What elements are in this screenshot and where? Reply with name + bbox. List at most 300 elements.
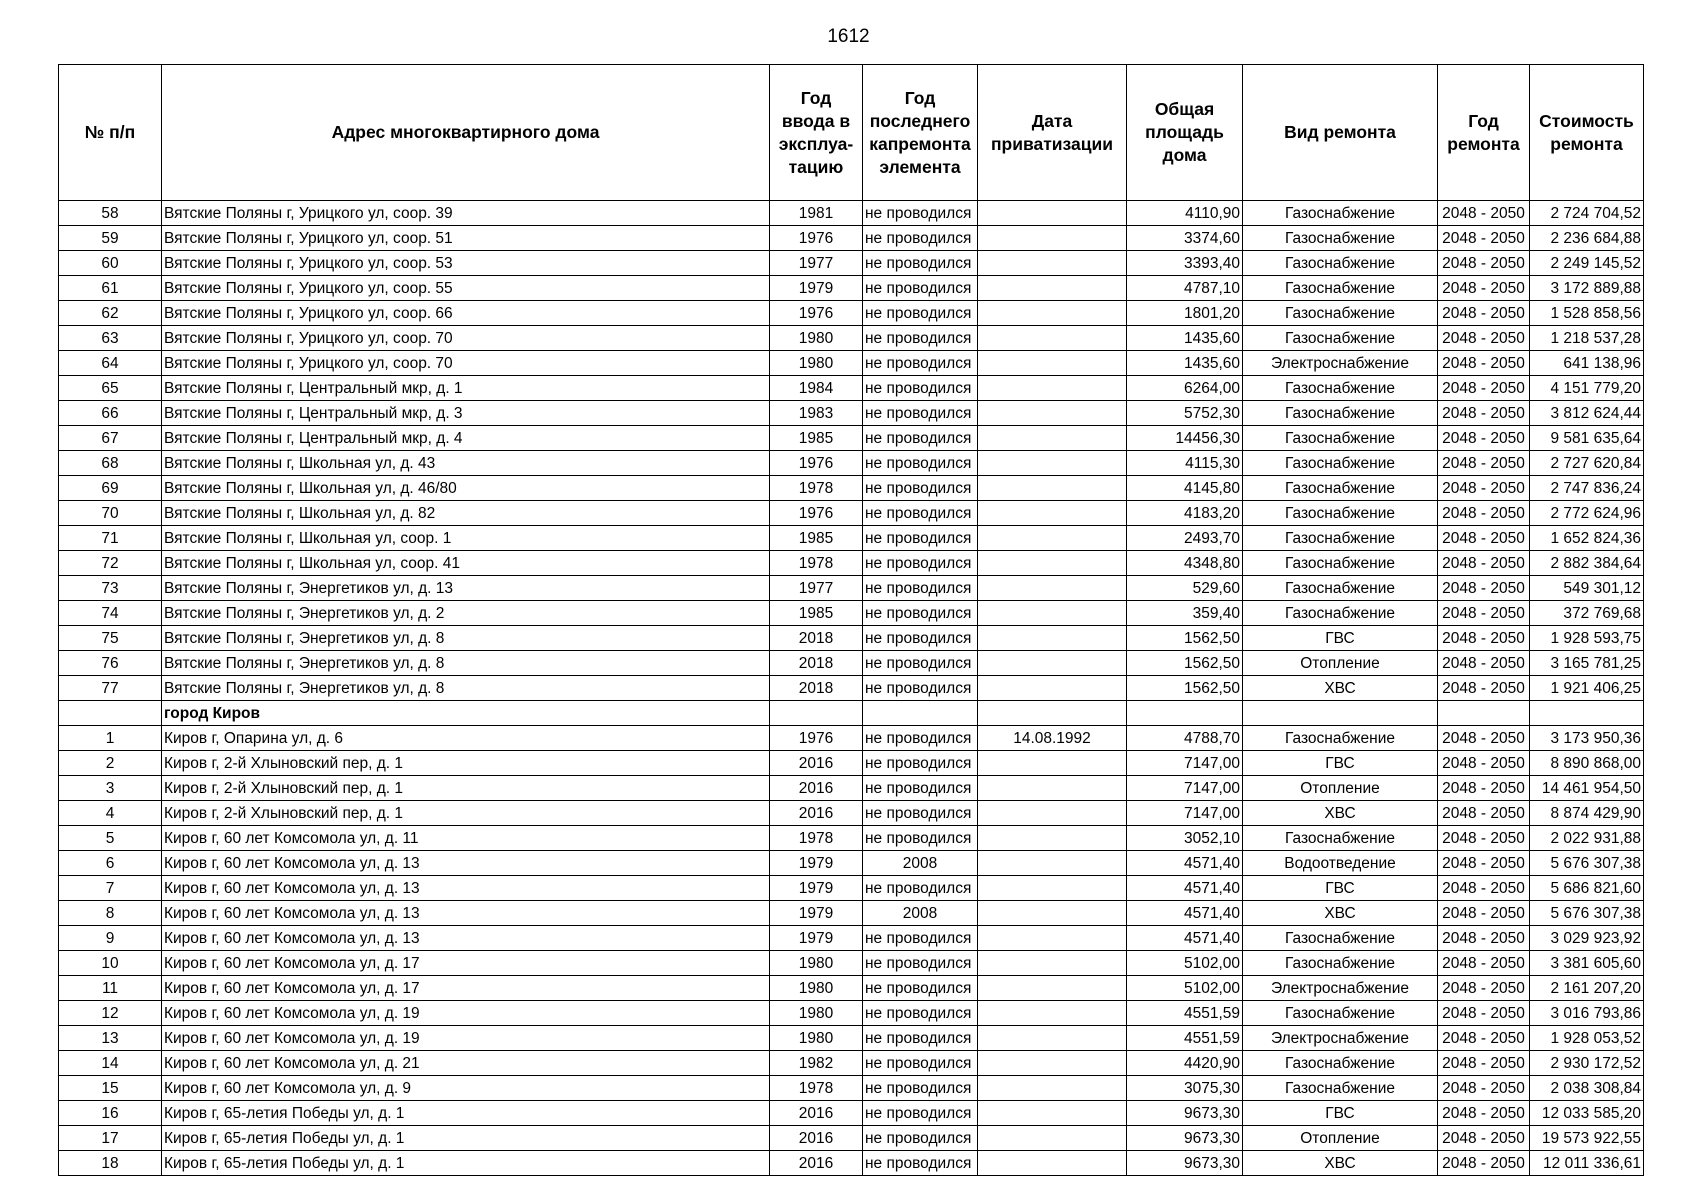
privatization-date	[978, 851, 1127, 876]
repair-cost: 9 581 635,64	[1530, 426, 1644, 451]
repair-type: Газоснабжение	[1243, 501, 1438, 526]
house-address: Киров г, 2-й Хлыновский пер, д. 1	[162, 801, 770, 826]
repair-cost: 3 812 624,44	[1530, 401, 1644, 426]
last-repair-year: не проводился	[863, 676, 978, 701]
last-repair-year: не проводился	[863, 201, 978, 226]
repair-type: Газоснабжение	[1243, 826, 1438, 851]
total-area: 3393,40	[1127, 251, 1243, 276]
row-number: 15	[59, 1076, 162, 1101]
section-empty-cell	[59, 701, 162, 726]
commission-year: 2018	[770, 676, 863, 701]
privatization-date	[978, 876, 1127, 901]
commission-year: 1976	[770, 226, 863, 251]
total-area: 4348,80	[1127, 551, 1243, 576]
table-row	[59, 976, 1644, 1001]
section-empty-cell	[1530, 701, 1644, 726]
repair-period: 2048 - 2050	[1438, 301, 1530, 326]
total-area: 1562,50	[1127, 626, 1243, 651]
commission-year: 2018	[770, 626, 863, 651]
repair-cost: 549 301,12	[1530, 576, 1644, 601]
commission-year: 1979	[770, 276, 863, 301]
row-number: 16	[59, 1101, 162, 1126]
repair-period: 2048 - 2050	[1438, 876, 1530, 901]
repair-cost: 641 138,96	[1530, 351, 1644, 376]
commission-year: 1976	[770, 451, 863, 476]
last-repair-year: не проводился	[863, 1026, 978, 1051]
table-row	[59, 401, 1644, 426]
table-row	[59, 426, 1644, 451]
total-area: 6264,00	[1127, 376, 1243, 401]
total-area: 9673,30	[1127, 1126, 1243, 1151]
privatization-date	[978, 601, 1127, 626]
repair-type: Отопление	[1243, 651, 1438, 676]
row-number: 76	[59, 651, 162, 676]
table-row	[59, 1101, 1644, 1126]
table-row	[59, 1026, 1644, 1051]
last-repair-year: не проводился	[863, 1076, 978, 1101]
repair-cost: 2 236 684,88	[1530, 226, 1644, 251]
header-last-repair: Год последнего капремонта элемента	[863, 65, 978, 201]
repair-cost: 1 218 537,28	[1530, 326, 1644, 351]
commission-year: 1982	[770, 1051, 863, 1076]
section-empty-cell	[1127, 701, 1243, 726]
last-repair-year: не проводился	[863, 1126, 978, 1151]
repair-type: Газоснабжение	[1243, 1051, 1438, 1076]
house-address: Вятские Поляны г, Центральный мкр, д. 1	[162, 376, 770, 401]
repair-type: Газоснабжение	[1243, 1001, 1438, 1026]
repair-period: 2048 - 2050	[1438, 1051, 1530, 1076]
privatization-date	[978, 526, 1127, 551]
repair-period: 2048 - 2050	[1438, 376, 1530, 401]
repair-period: 2048 - 2050	[1438, 351, 1530, 376]
table-row	[59, 801, 1644, 826]
table-header-row	[59, 65, 1644, 201]
repair-period: 2048 - 2050	[1438, 551, 1530, 576]
house-address: Киров г, 2-й Хлыновский пер, д. 1	[162, 751, 770, 776]
privatization-date	[978, 301, 1127, 326]
table-row	[59, 526, 1644, 551]
repair-cost: 8 874 429,90	[1530, 801, 1644, 826]
table-row	[59, 851, 1644, 876]
last-repair-year: не проводился	[863, 401, 978, 426]
commission-year: 1980	[770, 1001, 863, 1026]
privatization-date	[978, 426, 1127, 451]
repair-type: Газоснабжение	[1243, 451, 1438, 476]
commission-year: 1978	[770, 476, 863, 501]
commission-year: 2016	[770, 1126, 863, 1151]
repair-cost: 12 011 336,61	[1530, 1151, 1644, 1176]
house-address: Киров г, 60 лет Комсомола ул, д. 9	[162, 1076, 770, 1101]
total-area: 1435,60	[1127, 351, 1243, 376]
repair-period: 2048 - 2050	[1438, 726, 1530, 751]
total-area: 1435,60	[1127, 326, 1243, 351]
house-address: Вятские Поляны г, Урицкого ул, соор. 39	[162, 201, 770, 226]
last-repair-year: не проводился	[863, 326, 978, 351]
privatization-date	[978, 351, 1127, 376]
privatization-date	[978, 201, 1127, 226]
row-number: 12	[59, 1001, 162, 1026]
last-repair-year: 2008	[863, 901, 978, 926]
privatization-date	[978, 551, 1127, 576]
table-row	[59, 251, 1644, 276]
row-number: 63	[59, 326, 162, 351]
commission-year: 1977	[770, 251, 863, 276]
section-empty-cell	[770, 701, 863, 726]
table-row	[59, 351, 1644, 376]
repair-cost: 2 882 384,64	[1530, 551, 1644, 576]
table-row	[59, 226, 1644, 251]
total-area: 4571,40	[1127, 851, 1243, 876]
header-repair-period: Год ремонта	[1438, 65, 1530, 201]
section-empty-cell	[978, 701, 1127, 726]
privatization-date: 14.08.1992	[978, 726, 1127, 751]
house-address: Вятские Поляны г, Энергетиков ул, д. 8	[162, 676, 770, 701]
last-repair-year: не проводился	[863, 601, 978, 626]
repair-cost: 3 173 950,36	[1530, 726, 1644, 751]
row-number: 14	[59, 1051, 162, 1076]
table-row	[59, 751, 1644, 776]
repair-type: Электроснабжение	[1243, 1026, 1438, 1051]
house-address: Вятские Поляны г, Центральный мкр, д. 4	[162, 426, 770, 451]
row-number: 75	[59, 626, 162, 651]
section-empty-cell	[1438, 701, 1530, 726]
repair-cost: 1 921 406,25	[1530, 676, 1644, 701]
row-number: 58	[59, 201, 162, 226]
repair-period: 2048 - 2050	[1438, 1076, 1530, 1101]
repair-cost: 3 381 605,60	[1530, 951, 1644, 976]
total-area: 5752,30	[1127, 401, 1243, 426]
row-number: 67	[59, 426, 162, 451]
repair-cost: 1 652 824,36	[1530, 526, 1644, 551]
total-area: 4183,20	[1127, 501, 1243, 526]
privatization-date	[978, 951, 1127, 976]
repair-cost: 2 161 207,20	[1530, 976, 1644, 1001]
repair-period: 2048 - 2050	[1438, 201, 1530, 226]
repair-period: 2048 - 2050	[1438, 826, 1530, 851]
repair-period: 2048 - 2050	[1438, 451, 1530, 476]
repair-period: 2048 - 2050	[1438, 401, 1530, 426]
privatization-date	[978, 776, 1127, 801]
commission-year: 1977	[770, 576, 863, 601]
header-address: Адрес многоквартирного дома	[162, 65, 770, 201]
repair-type: Газоснабжение	[1243, 926, 1438, 951]
privatization-date	[978, 901, 1127, 926]
commission-year: 1981	[770, 201, 863, 226]
total-area: 4571,40	[1127, 901, 1243, 926]
repair-type: Электроснабжение	[1243, 976, 1438, 1001]
repair-period: 2048 - 2050	[1438, 601, 1530, 626]
last-repair-year: не проводился	[863, 651, 978, 676]
commission-year: 1979	[770, 876, 863, 901]
commission-year: 1978	[770, 1076, 863, 1101]
house-address: Вятские Поляны г, Энергетиков ул, д. 13	[162, 576, 770, 601]
table-row	[59, 626, 1644, 651]
house-address: Вятские Поляны г, Урицкого ул, соор. 51	[162, 226, 770, 251]
header-total-area: Общая площадь дома	[1127, 65, 1243, 201]
repair-type: Газоснабжение	[1243, 276, 1438, 301]
commission-year: 2018	[770, 651, 863, 676]
total-area: 9673,30	[1127, 1151, 1243, 1176]
commission-year: 1985	[770, 526, 863, 551]
repair-period: 2048 - 2050	[1438, 951, 1530, 976]
privatization-date	[978, 501, 1127, 526]
last-repair-year: не проводился	[863, 376, 978, 401]
row-number: 59	[59, 226, 162, 251]
privatization-date	[978, 376, 1127, 401]
house-address: Киров г, 60 лет Комсомола ул, д. 21	[162, 1051, 770, 1076]
repair-period: 2048 - 2050	[1438, 276, 1530, 301]
repair-type: ХВС	[1243, 901, 1438, 926]
last-repair-year: не проводился	[863, 826, 978, 851]
repair-type: Газоснабжение	[1243, 576, 1438, 601]
repair-type: Газоснабжение	[1243, 951, 1438, 976]
repair-cost: 2 727 620,84	[1530, 451, 1644, 476]
row-number: 10	[59, 951, 162, 976]
commission-year: 1976	[770, 501, 863, 526]
privatization-date	[978, 651, 1127, 676]
house-address: Киров г, Опарина ул, д. 6	[162, 726, 770, 751]
table-row	[59, 1076, 1644, 1101]
row-number: 1	[59, 726, 162, 751]
table-row	[59, 501, 1644, 526]
repair-period: 2048 - 2050	[1438, 1026, 1530, 1051]
last-repair-year: не проводился	[863, 476, 978, 501]
repair-type: Газоснабжение	[1243, 426, 1438, 451]
repair-type: Газоснабжение	[1243, 301, 1438, 326]
repair-period: 2048 - 2050	[1438, 226, 1530, 251]
last-repair-year: не проводился	[863, 451, 978, 476]
last-repair-year: не проводился	[863, 626, 978, 651]
commission-year: 1979	[770, 901, 863, 926]
last-repair-year: не проводился	[863, 751, 978, 776]
row-number: 5	[59, 826, 162, 851]
row-number: 64	[59, 351, 162, 376]
privatization-date	[978, 226, 1127, 251]
house-address: Киров г, 65-летия Победы ул, д. 1	[162, 1151, 770, 1176]
repair-type: Газоснабжение	[1243, 1076, 1438, 1101]
repair-type: Отопление	[1243, 1126, 1438, 1151]
row-number: 66	[59, 401, 162, 426]
privatization-date	[978, 251, 1127, 276]
repair-cost: 3 029 923,92	[1530, 926, 1644, 951]
house-address: Вятские Поляны г, Урицкого ул, соор. 55	[162, 276, 770, 301]
table-row	[59, 1126, 1644, 1151]
repair-type: Газоснабжение	[1243, 551, 1438, 576]
repair-period: 2048 - 2050	[1438, 1101, 1530, 1126]
repair-type: ГВС	[1243, 751, 1438, 776]
house-address: Вятские Поляны г, Школьная ул, соор. 1	[162, 526, 770, 551]
repair-type: Газоснабжение	[1243, 601, 1438, 626]
repair-period: 2048 - 2050	[1438, 501, 1530, 526]
commission-year: 2016	[770, 801, 863, 826]
house-address: Киров г, 60 лет Комсомола ул, д. 13	[162, 876, 770, 901]
total-area: 529,60	[1127, 576, 1243, 601]
total-area: 4145,80	[1127, 476, 1243, 501]
repair-cost: 372 769,68	[1530, 601, 1644, 626]
privatization-date	[978, 326, 1127, 351]
commission-year: 1980	[770, 976, 863, 1001]
last-repair-year: не проводился	[863, 1051, 978, 1076]
repair-type: ГВС	[1243, 876, 1438, 901]
total-area: 14456,30	[1127, 426, 1243, 451]
repair-type: ГВС	[1243, 1101, 1438, 1126]
repair-cost: 1 928 053,52	[1530, 1026, 1644, 1051]
commission-year: 1985	[770, 426, 863, 451]
house-address: Вятские Поляны г, Школьная ул, д. 82	[162, 501, 770, 526]
last-repair-year: не проводился	[863, 776, 978, 801]
last-repair-year: 2008	[863, 851, 978, 876]
row-number: 73	[59, 576, 162, 601]
row-number: 68	[59, 451, 162, 476]
last-repair-year: не проводился	[863, 876, 978, 901]
house-address: Вятские Поляны г, Урицкого ул, соор. 53	[162, 251, 770, 276]
row-number: 3	[59, 776, 162, 801]
last-repair-year: не проводился	[863, 251, 978, 276]
total-area: 5102,00	[1127, 976, 1243, 1001]
repair-cost: 1 928 593,75	[1530, 626, 1644, 651]
last-repair-year: не проводился	[863, 551, 978, 576]
table-row	[59, 551, 1644, 576]
section-empty-cell	[863, 701, 978, 726]
privatization-date	[978, 751, 1127, 776]
table-body	[59, 201, 1644, 1176]
repair-period: 2048 - 2050	[1438, 676, 1530, 701]
privatization-date	[978, 926, 1127, 951]
last-repair-year: не проводился	[863, 301, 978, 326]
repair-period: 2048 - 2050	[1438, 476, 1530, 501]
privatization-date	[978, 676, 1127, 701]
house-address: Киров г, 60 лет Комсомола ул, д. 17	[162, 951, 770, 976]
repair-cost: 3 172 889,88	[1530, 276, 1644, 301]
row-number: 11	[59, 976, 162, 1001]
house-address: Вятские Поляны г, Урицкого ул, соор. 66	[162, 301, 770, 326]
repair-type: ХВС	[1243, 1151, 1438, 1176]
repair-period: 2048 - 2050	[1438, 751, 1530, 776]
last-repair-year: не проводился	[863, 1101, 978, 1126]
last-repair-year: не проводился	[863, 1001, 978, 1026]
row-number: 70	[59, 501, 162, 526]
repair-cost: 2 772 624,96	[1530, 501, 1644, 526]
repair-cost: 2 747 836,24	[1530, 476, 1644, 501]
house-address: Вятские Поляны г, Энергетиков ул, д. 2	[162, 601, 770, 626]
repair-type: Газоснабжение	[1243, 476, 1438, 501]
total-area: 4110,90	[1127, 201, 1243, 226]
house-address: Киров г, 60 лет Комсомола ул, д. 11	[162, 826, 770, 851]
house-address: Вятские Поляны г, Урицкого ул, соор. 70	[162, 326, 770, 351]
section-title: город Киров	[162, 701, 770, 726]
commission-year: 1976	[770, 301, 863, 326]
commission-year: 1978	[770, 826, 863, 851]
repair-period: 2048 - 2050	[1438, 901, 1530, 926]
repair-cost: 1 528 858,56	[1530, 301, 1644, 326]
repair-cost: 3 165 781,25	[1530, 651, 1644, 676]
total-area: 4788,70	[1127, 726, 1243, 751]
table-row	[59, 476, 1644, 501]
commission-year: 1985	[770, 601, 863, 626]
repair-type: Газоснабжение	[1243, 326, 1438, 351]
row-number: 71	[59, 526, 162, 551]
last-repair-year: не проводился	[863, 276, 978, 301]
last-repair-year: не проводился	[863, 801, 978, 826]
table-row	[59, 1001, 1644, 1026]
repair-type: Водоотведение	[1243, 851, 1438, 876]
commission-year: 1980	[770, 951, 863, 976]
total-area: 3075,30	[1127, 1076, 1243, 1101]
commission-year: 1980	[770, 1026, 863, 1051]
privatization-date	[978, 1001, 1127, 1026]
house-address: Вятские Поляны г, Школьная ул, соор. 41	[162, 551, 770, 576]
repair-cost: 2 022 931,88	[1530, 826, 1644, 851]
table-row	[59, 326, 1644, 351]
repair-period: 2048 - 2050	[1438, 626, 1530, 651]
repair-period: 2048 - 2050	[1438, 801, 1530, 826]
last-repair-year: не проводился	[863, 526, 978, 551]
total-area: 9673,30	[1127, 1101, 1243, 1126]
repair-period: 2048 - 2050	[1438, 426, 1530, 451]
table-row	[59, 776, 1644, 801]
table-row	[59, 901, 1644, 926]
row-number: 18	[59, 1151, 162, 1176]
section-row	[59, 701, 1644, 726]
privatization-date	[978, 1051, 1127, 1076]
repair-cost: 2 724 704,52	[1530, 201, 1644, 226]
total-area: 1801,20	[1127, 301, 1243, 326]
house-address: Киров г, 60 лет Комсомола ул, д. 19	[162, 1026, 770, 1051]
page-number: 1612	[827, 26, 870, 47]
table-row	[59, 376, 1644, 401]
row-number: 13	[59, 1026, 162, 1051]
last-repair-year: не проводился	[863, 226, 978, 251]
house-address: Киров г, 60 лет Комсомола ул, д. 17	[162, 976, 770, 1001]
repair-cost: 2 249 145,52	[1530, 251, 1644, 276]
repair-period: 2048 - 2050	[1438, 976, 1530, 1001]
house-address: Вятские Поляны г, Школьная ул, д. 46/80	[162, 476, 770, 501]
repair-cost: 5 686 821,60	[1530, 876, 1644, 901]
privatization-date	[978, 451, 1127, 476]
header-commission-year: Год ввода в эксплуа-тацию	[770, 65, 863, 201]
row-number: 77	[59, 676, 162, 701]
commission-year: 1979	[770, 851, 863, 876]
row-number: 4	[59, 801, 162, 826]
repair-cost: 5 676 307,38	[1530, 851, 1644, 876]
commission-year: 1984	[770, 376, 863, 401]
repair-period: 2048 - 2050	[1438, 776, 1530, 801]
repair-type: Отопление	[1243, 776, 1438, 801]
repair-cost: 4 151 779,20	[1530, 376, 1644, 401]
repair-period: 2048 - 2050	[1438, 1151, 1530, 1176]
repair-type: Газоснабжение	[1243, 401, 1438, 426]
privatization-date	[978, 1026, 1127, 1051]
row-number: 61	[59, 276, 162, 301]
table-row	[59, 951, 1644, 976]
last-repair-year: не проводился	[863, 426, 978, 451]
table-row	[59, 726, 1644, 751]
house-address: Киров г, 65-летия Победы ул, д. 1	[162, 1101, 770, 1126]
repair-type: Газоснабжение	[1243, 526, 1438, 551]
total-area: 4571,40	[1127, 926, 1243, 951]
table-row	[59, 1151, 1644, 1176]
row-number: 17	[59, 1126, 162, 1151]
total-area: 359,40	[1127, 601, 1243, 626]
repair-type: Газоснабжение	[1243, 376, 1438, 401]
total-area: 7147,00	[1127, 776, 1243, 801]
total-area: 7147,00	[1127, 801, 1243, 826]
repair-cost: 2 038 308,84	[1530, 1076, 1644, 1101]
total-area: 2493,70	[1127, 526, 1243, 551]
house-address: Вятские Поляны г, Энергетиков ул, д. 8	[162, 626, 770, 651]
row-number: 62	[59, 301, 162, 326]
table-row	[59, 451, 1644, 476]
